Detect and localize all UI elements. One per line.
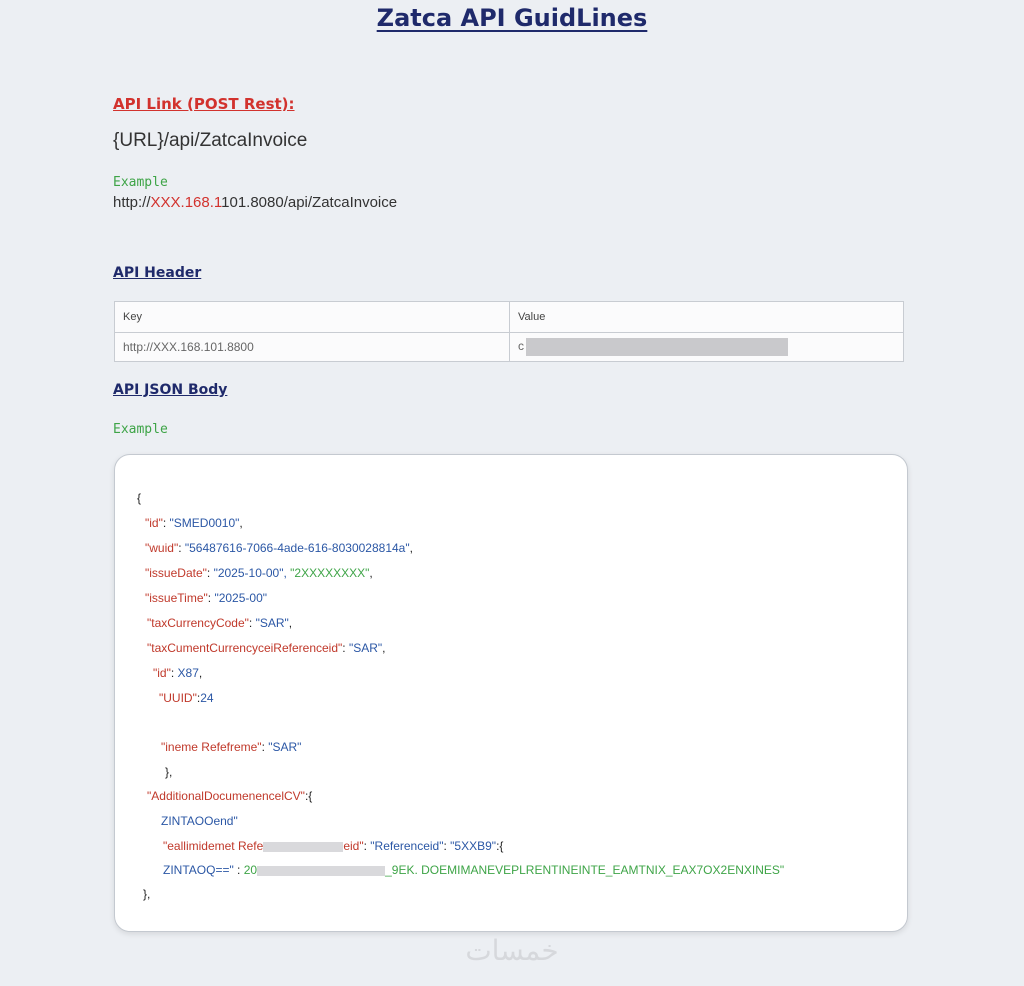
code-line: "taxCumentCurrencyceiReferenceid": "SAR",	[147, 641, 386, 655]
code-line: "ineme Refefreme": "SAR"	[161, 740, 302, 754]
code-line: },	[143, 887, 151, 901]
page-title: Zatca API GuidLines	[376, 4, 648, 32]
code-line: "id": X87,	[153, 666, 203, 680]
code-line: ZINTAOQ==" : 20 _9EK. DOEMIMANEVEPLRENTINEINTE_EAMTNIX_EAX7OX2ENXINES"	[163, 863, 785, 877]
api-link-heading: API Link (POST Rest):	[113, 95, 295, 113]
header-col-key: Key	[115, 302, 510, 333]
api-url: {URL}/api/ZatcaInvoice	[113, 130, 308, 151]
api-header-heading: API Header	[113, 265, 202, 281]
header-value-cell: c	[510, 333, 904, 362]
example-url-host: XXX.168.1	[150, 194, 222, 211]
code-line: "AdditionalDocumenencelCV":{	[147, 789, 313, 803]
code-line: ZINTAOOend"	[161, 814, 238, 828]
example-url: http://XXX.168.1101.8080/api/ZatcaInvoice	[113, 194, 398, 211]
code-line: "wuid": "56487616-7066-4ade-616-8030028814a",	[145, 541, 413, 555]
header-key-cell: http://XXX.168.101.8800	[115, 333, 510, 362]
body-example-label: Example	[113, 422, 168, 437]
code-line: "UUID":24	[159, 691, 214, 705]
api-header-table	[114, 301, 904, 362]
redacted-value	[526, 338, 788, 356]
redacted-text	[257, 866, 385, 876]
api-body-heading: API JSON Body	[113, 382, 228, 398]
code-line: "taxCurrencyCode": "SAR",	[147, 616, 293, 630]
header-col-value: Value	[510, 302, 904, 333]
code-line: "eallimidemet Refe eid": "Referenceid": "5XXB9":{	[163, 839, 504, 853]
code-line: },	[165, 765, 173, 779]
watermark-logo: خمسات	[465, 934, 559, 967]
code-line: "issueDate": "2025-10-00", "2XXXXXXXX",	[145, 566, 373, 580]
redacted-text	[263, 842, 343, 852]
json-code-block	[114, 454, 908, 932]
code-line: {	[137, 491, 142, 505]
table-row	[115, 333, 904, 362]
code-line: "id": "SMED0010",	[145, 516, 243, 530]
code-line: "issueTime": "2025-00"	[145, 591, 267, 605]
example-label: Example	[113, 175, 168, 190]
